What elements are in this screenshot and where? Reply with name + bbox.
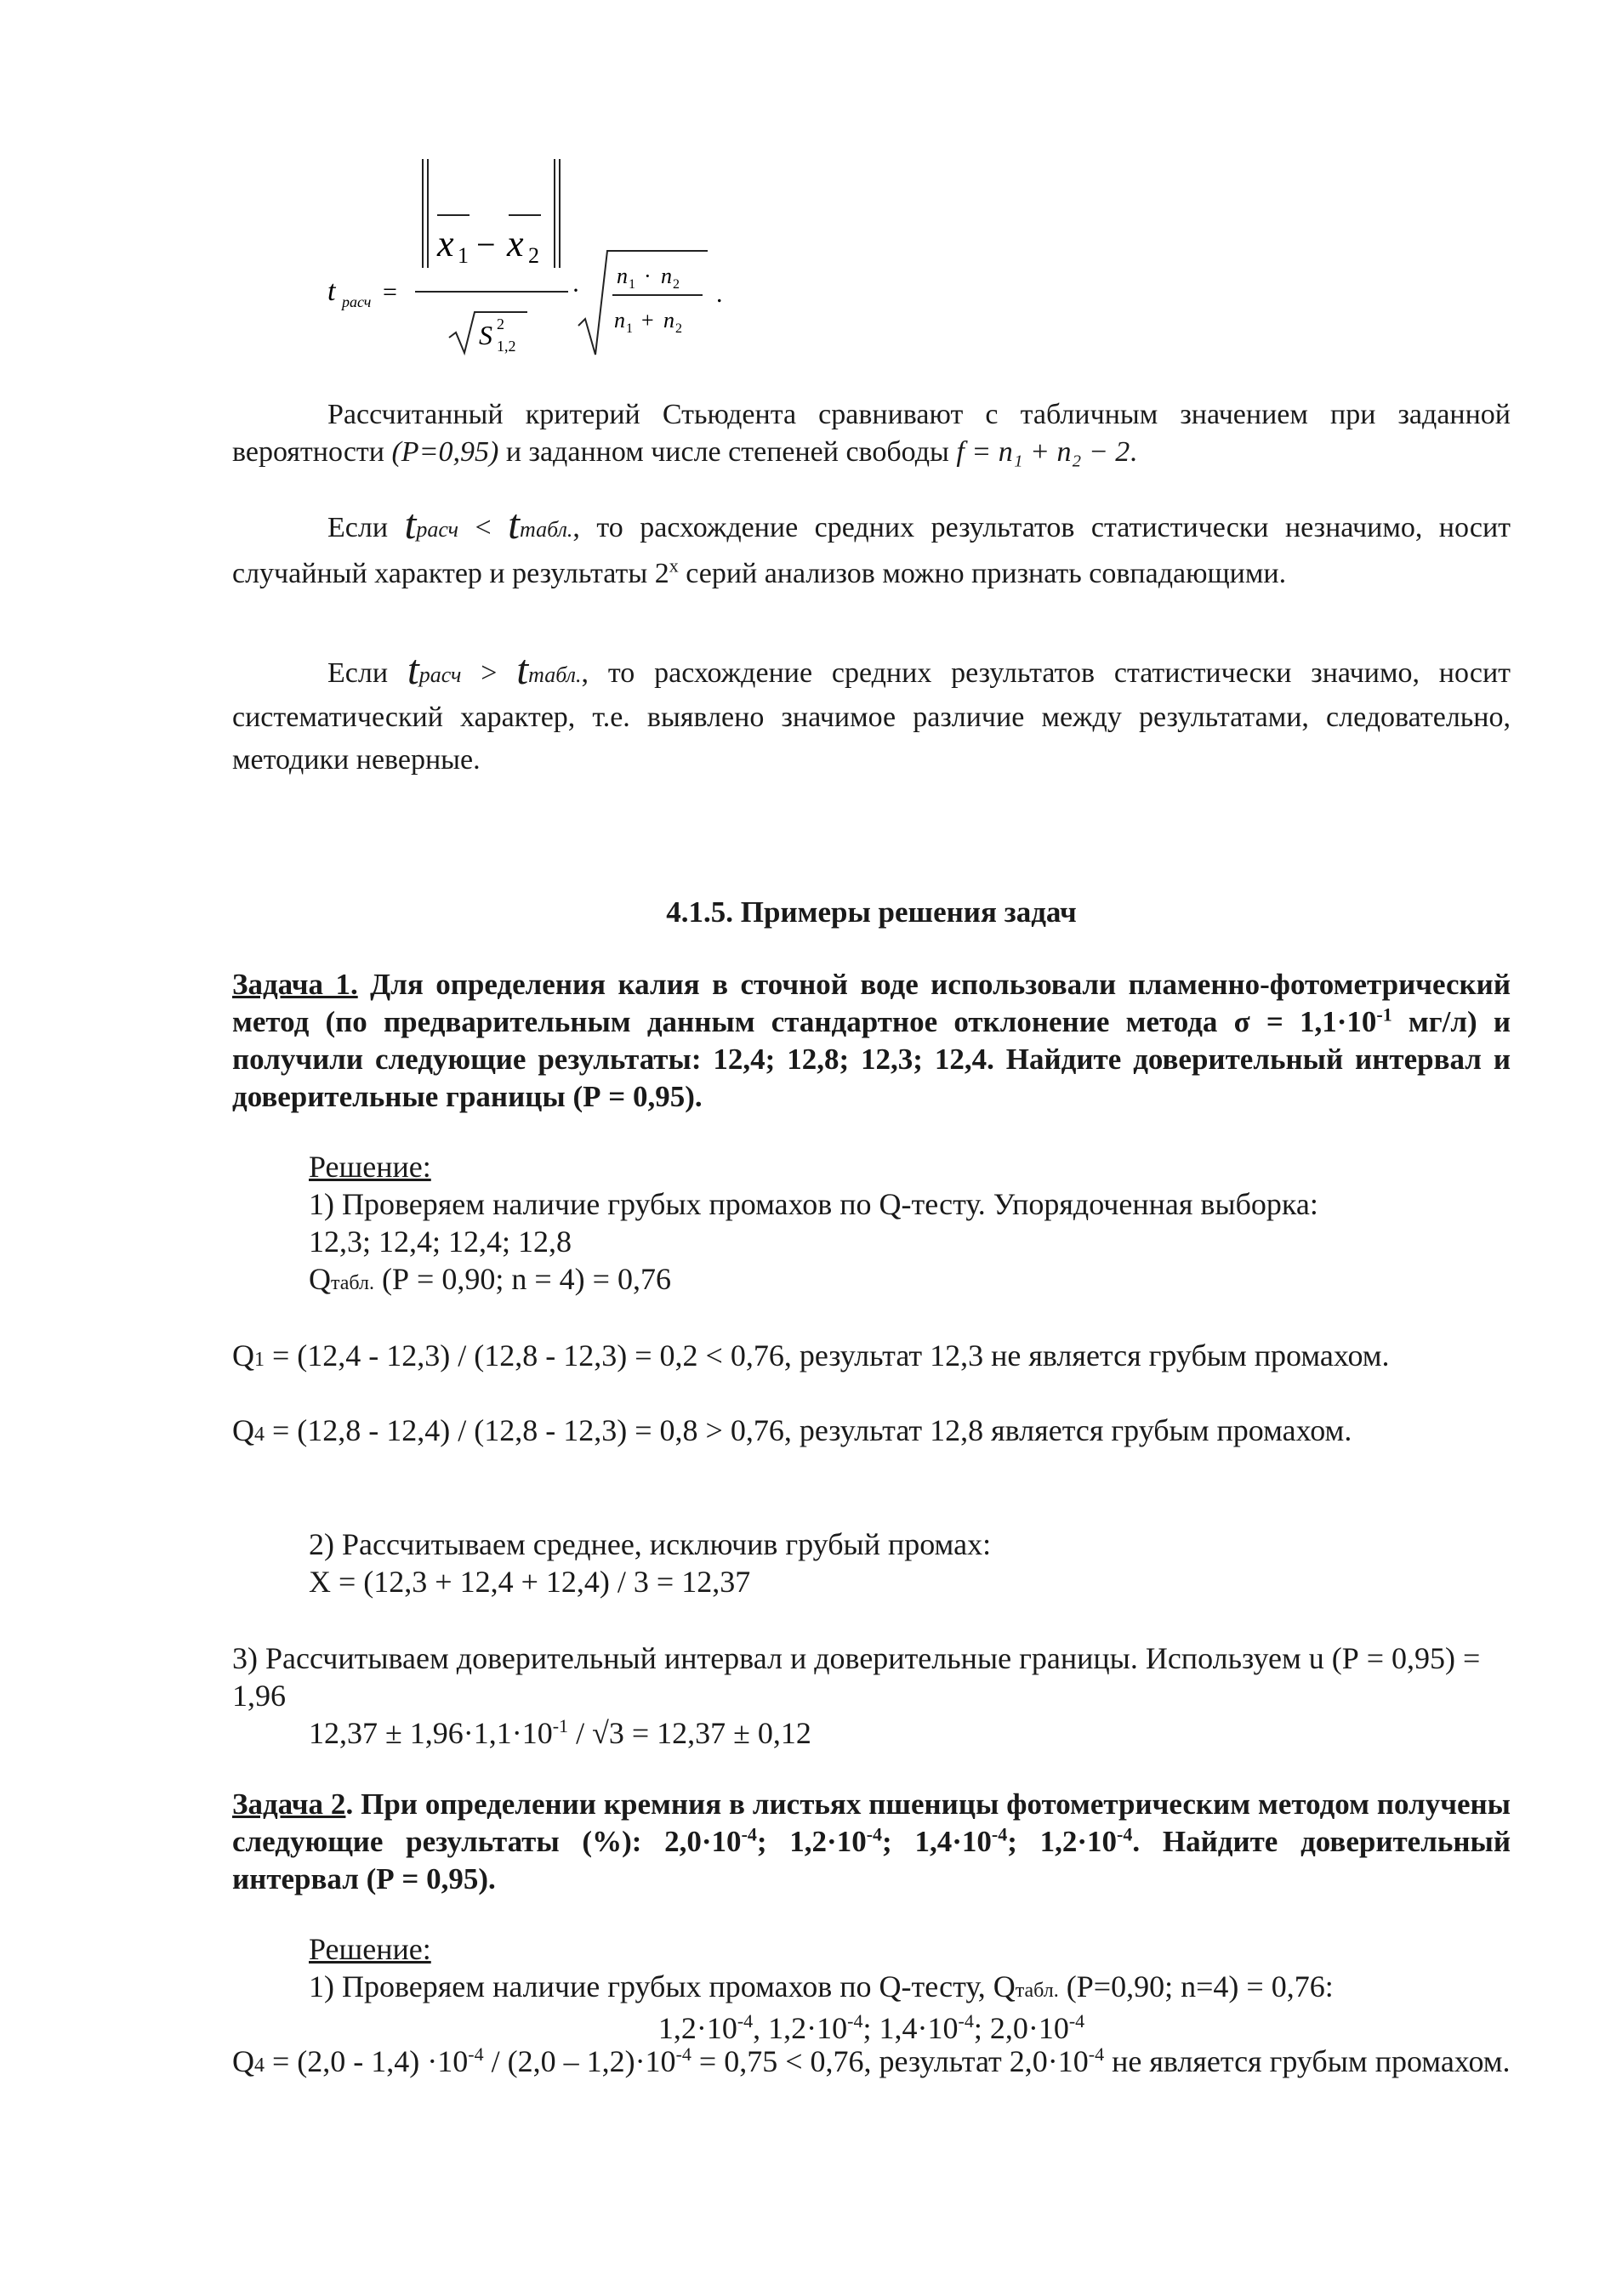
para2-text-a: , то расхождение средних результатов статистически незначимо, носит случайный характер и результаты 2	[232, 512, 1511, 589]
task2-text-e: . Найдите доверительный интервал (Р = 0,95).	[232, 1825, 1511, 1895]
task1-q1-sub: 1	[254, 1349, 265, 1371]
formula-n2-bottom-sub: 2	[675, 321, 682, 336]
task1-solution	[232, 1148, 1511, 1302]
task1-q4-rest: = (12,8 - 12,4) / (12,8 - 12,3) = 0,8 > 0,76, результат 12,8 является грубым промахом.	[265, 1413, 1352, 1447]
para1-text-b: и заданном числе степеней свободы	[498, 436, 957, 468]
task2-ordered-b: , 1,2·10	[753, 2011, 848, 2045]
task1-sup: -1	[1376, 1003, 1392, 1026]
task2-q4-a: = (2,0 - 1,4) ·10	[265, 2044, 469, 2078]
task2-step1-sub: табл.	[1015, 1980, 1059, 2002]
task2-q4	[232, 2043, 1511, 2084]
task2-ordered-c: ; 1,4·10	[862, 2011, 959, 2045]
sqrt-n-radical	[578, 251, 708, 355]
task2-q4-c: = 0,75 < 0,76, результат 2,0·10	[691, 2044, 1089, 2078]
formula-n1-bottom-sub: 1	[626, 321, 633, 336]
task1-mean: X = (12,3 + 12,4 + 12,4) / 3 = 12,37	[309, 1565, 751, 1599]
task1-q4-q: Q	[232, 1413, 254, 1447]
para2-t2: t	[508, 500, 521, 548]
task1-q-table-rest: (Р = 0,90; n = 4) = 0,76	[374, 1262, 671, 1296]
task1-label: Задача 1.	[232, 968, 358, 1001]
task2-ordered-d: ; 2,0·10	[973, 2011, 1069, 2045]
task2-sup2: -4	[866, 1823, 883, 1845]
task2-text-c: ; 1,4·10	[882, 1825, 992, 1858]
task1-ci-a: 12,37 ± 1,96·1,1·10	[309, 1716, 553, 1750]
task2-sup3: -4	[991, 1823, 1008, 1845]
paragraph-insignificant	[232, 502, 1511, 596]
para3-t1: t	[407, 645, 419, 693]
task1-solution-label: Решение:	[309, 1150, 431, 1184]
task2-solution	[232, 1930, 1511, 2047]
task1-step2-block	[232, 1526, 1511, 1600]
formula-x1-sub: 1	[458, 243, 469, 268]
task2-ordered-sup4: -4	[1068, 2010, 1085, 2032]
task1-q1	[232, 1337, 1511, 1378]
task2-sup4: -4	[1117, 1823, 1133, 1845]
task1-ordered-sample: 12,3; 12,4; 12,4; 12,8	[309, 1225, 572, 1259]
formula-s-sub: 1,2	[497, 338, 516, 355]
task1-step2: 2) Рассчитываем среднее, исключив грубый промах:	[309, 1527, 992, 1561]
task1-q-table	[232, 1260, 1511, 1302]
task1-q4-sub: 4	[254, 1424, 265, 1446]
task1-q1-rest: = (12,4 - 12,3) / (12,8 - 12,3) = 0,2 < 0,76, результат 12,3 не является грубым промахом.	[265, 1338, 1390, 1372]
task2-q4-d: не является грубым промахом.	[1104, 2044, 1511, 2078]
para2-text-b: серий анализов можно признать совпадающими.	[678, 558, 1287, 589]
task2-ordered-sup3: -4	[958, 2010, 974, 2032]
formula-s: S	[479, 320, 492, 350]
para1-end: .	[1130, 436, 1137, 468]
task2-text-d: ; 1,2·10	[1007, 1825, 1118, 1858]
formula-mult: ·	[644, 264, 652, 288]
formula-n1-bottom: n	[614, 308, 625, 332]
para3-t2-sub: табл.	[528, 662, 582, 687]
para3-lead: Если	[327, 657, 407, 689]
formula-x2-sub: 2	[528, 243, 539, 268]
formula-x1: x	[437, 223, 454, 264]
formula-s-sup: 2	[497, 315, 504, 332]
task1-q4	[232, 1412, 1511, 1453]
task1-ci-block	[232, 1714, 1511, 1752]
paragraph-significant	[232, 645, 1511, 781]
para1-text-a: Рассчитанный критерий Стьюдента сравнивают с табличным значением при заданной вероятности	[232, 399, 1511, 468]
task2-q4-q: Q	[232, 2044, 254, 2078]
task2-solution-label: Решение:	[309, 1932, 431, 1966]
formula-t: t	[327, 276, 336, 307]
task2-statement	[232, 1786, 1511, 1898]
task2-q4-sub: 4	[254, 2054, 265, 2077]
task2-ordered-sup1: -4	[737, 2010, 754, 2032]
formula-x2: x	[507, 223, 524, 264]
task2-label: Задача 2	[232, 1787, 346, 1821]
para3-op: >	[461, 657, 517, 689]
para1-f-formula: f = n₁ + n₂ − 2	[956, 436, 1130, 468]
student-t-formula	[323, 149, 765, 370]
formula-t-sub: расч	[342, 293, 372, 310]
para2-lead: Если	[327, 512, 405, 543]
para3-t2: t	[516, 645, 529, 693]
formula-period: .	[716, 280, 723, 308]
task1-q-table-sub: табл.	[331, 1272, 375, 1294]
task1-step3: 3) Рассчитываем доверительный интервал и доверительные границы. Используем u (Р = 0,95) = 1,96	[232, 1641, 1481, 1713]
para3-text: , то расхождение средних результатов статистически значимо, носит систематический характер, т.е. выявлено значимое различие между результатами, следовательно, методики неверные.	[232, 657, 1511, 776]
task1-statement	[232, 966, 1511, 1116]
paragraph-student-comparison	[232, 396, 1511, 471]
task2-ordered-a: 1,2·10	[657, 2011, 737, 2045]
formula-n2-top: n	[661, 264, 672, 288]
formula-n1-top: n	[617, 264, 628, 288]
task2-q4-sup3: -4	[1088, 2043, 1105, 2065]
formula-minus: −	[476, 225, 496, 264]
task2-text-a: . При определении кремния в листьях пшеницы фотометрическим методом получены следующие результаты (%): 2,0·10	[232, 1787, 1511, 1858]
para2-op: <	[458, 512, 509, 543]
formula-n2-bottom: n	[663, 308, 674, 332]
task2-ordered-sample	[232, 2009, 1511, 2047]
task1-confidence-interval	[232, 1714, 1511, 1752]
task1-ci-b: / √3 = 12,37 ± 0,12	[568, 1716, 811, 1750]
task1-step1: 1) Проверяем наличие грубых промахов по Q-тесту. Упорядоченная выборка:	[309, 1187, 1318, 1221]
para3-t1-sub: расч	[418, 662, 462, 687]
para2-t1-sub: расч	[416, 517, 459, 542]
section-heading: 4.1.5. Примеры решения задач	[666, 895, 1077, 929]
task1-ci-sup: -1	[552, 1715, 569, 1736]
task2-sup1: -4	[741, 1823, 757, 1845]
task2-q4-sup1: -4	[468, 2043, 484, 2065]
task2-step1-b: (P=0,90; n=4) = 0,76:	[1058, 1969, 1334, 2003]
task2-step1	[232, 1968, 1511, 2009]
task2-q4-sup2: -4	[675, 2043, 691, 2065]
task1-q1-q: Q	[232, 1338, 254, 1372]
formula-dot: ·	[572, 276, 580, 304]
para2-t1: t	[404, 500, 417, 548]
task2-q4-b: / (2,0 – 1,2)·10	[483, 2044, 676, 2078]
task1-q-table-q: Q	[309, 1262, 331, 1296]
para1-probability: (P=0,95)	[391, 436, 499, 468]
task2-ordered-sup2: -4	[847, 2010, 863, 2032]
formula-plus: +	[641, 308, 654, 332]
task1-text-b: мг/л) и получили следующие результаты: 12,4; 12,8; 12,3; 12,4. Найдите доверительный интервал и доверительные границы (Р = 0,95).	[232, 1005, 1511, 1113]
para2-sup-x: х	[669, 554, 679, 577]
formula-n2-top-sub: 2	[673, 277, 680, 292]
task2-step1-a: 1) Проверяем наличие грубых промахов по Q-тесту, Q	[309, 1969, 1016, 2003]
task1-text-a: Для определения калия в сточной воде использовали пламенно-фотометрический метод (по предварительным данным стандартное отклонение метода σ = 1,1·10	[232, 968, 1511, 1038]
para2-t2-sub: табл.	[520, 517, 573, 542]
formula-equals: =	[383, 278, 397, 306]
formula-n1-top-sub: 1	[629, 277, 635, 292]
task2-text-b: ; 1,2·10	[756, 1825, 867, 1858]
